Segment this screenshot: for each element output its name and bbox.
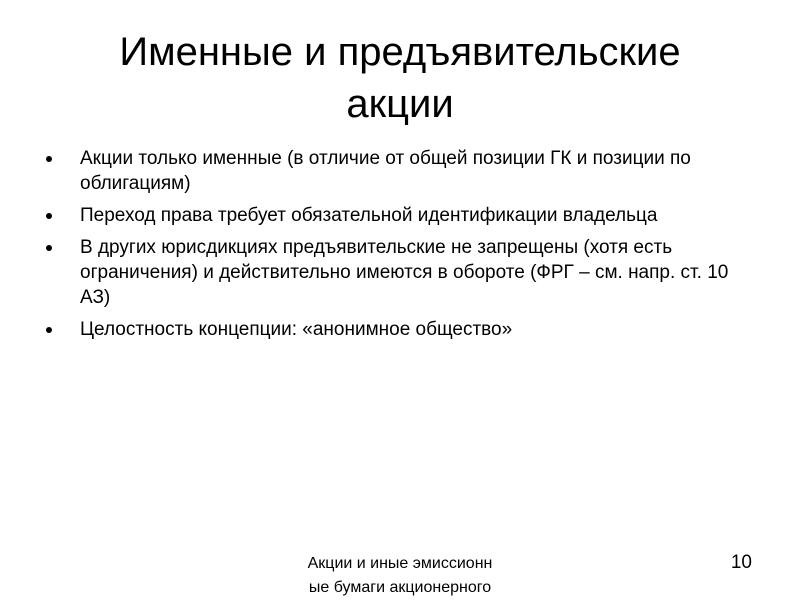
bullet-icon [46,245,52,251]
slide-title: Именные и предъявительские акции [119,30,681,126]
bullet-list [40,146,740,349]
bullet-icon [46,213,52,219]
bullet-item [40,235,740,310]
bullet-icon [46,327,52,333]
bullet-text: Акции только именные (в отличие от общей позиции ГК и позиции по облигациям) [80,148,691,194]
slide-footer: Акции и иные эмиссионн ые бумаги акционерного [307,555,493,596]
page-number: 10 [730,552,752,573]
bullet-item [40,317,740,342]
bullet-text: Целостность концепции: «анонимное общество» [80,319,513,340]
bullet-text: Переход права требует обязательной идентификации владельца [80,205,658,226]
bullet-item [40,146,740,196]
bullet-text: В других юрисдикциях предъявительские не запрещены (хотя есть ограничения) и действительно имеются в обороте (ФРГ – см. напр. ст. 10 АЗ) [80,237,729,308]
bullet-icon [46,156,52,162]
bullet-item [40,203,740,228]
